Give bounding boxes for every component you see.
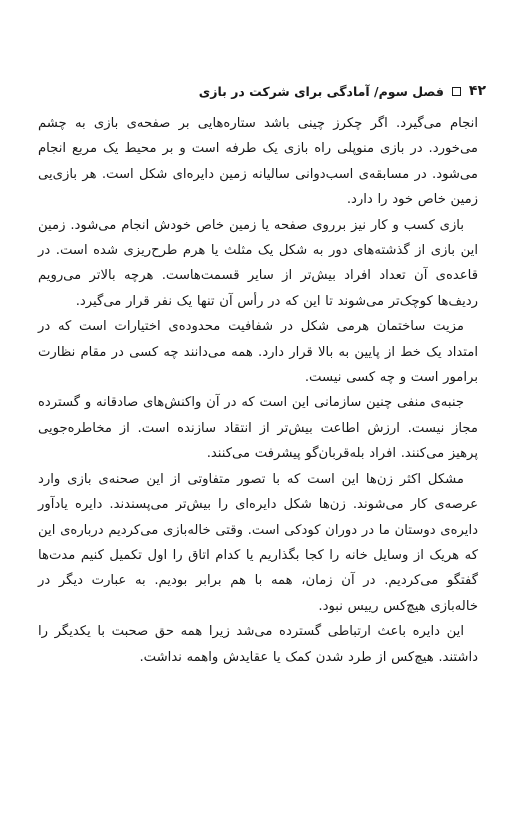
paragraph: مشکل اکثر زن‌ها این است که با تصور متفاوتی از این صحنه‌ی بازی وارد عرصه‌ی کار می‌شوند. زن‌ها شکل دایره‌ای را بیش‌تر می‌پسندند. دایره یادآور دایره‌ی دوستان ما در دوران کودکی است. وقتی خاله‌بازی می‌کردیم درباره‌ی این که هریک از وسایل خانه را کجا بگذاریم یا کدام اتاق را اول تکمیل کنیم مدت‌ها گفتگو می‌کردیم. در آن زمان، همه با هم برابر بودیم. به عبارت دیگر در خاله‌بازی هیچ‌کس رییس نبود. <box>38 471 478 614</box>
paragraph: انجام می‌گیرد. اگر چکرز چینی باشد ستاره‌هایی بر صفحه‌ی بازی به چشم می‌خورد. در بازی منوپلی راه بازی یک طرفه است و بر محیط یک مربع انجام می‌شود. در مسابقه‌ی اسب‌دوانی سالیانه زمین دایره‌ای شکل است. هر بازی‌یی زمین خاص خود را دارد. <box>38 116 478 208</box>
body-text <box>38 111 478 670</box>
paragraph: جنبه‌ی منفی چنین سازمانی این است که در آن واکنش‌های صادقانه و گسترده مجاز نیست. ارزش اطاعت بیش‌تر از انتقاد سازنده است. از مخاطره‌جویی پرهیز می‌کنند. افراد بله‌قربان‌گو پیشرفت می‌کنند. <box>38 395 478 462</box>
chapter-title: فصل سوم/ آمادگی برای شرکت در بازی <box>198 83 444 99</box>
page-number: ۴۲ <box>468 83 486 99</box>
paragraph: مزیت ساختمان هرمی شکل در شفافیت محدوده‌ی اختیارات است که در امتداد یک خط از پایین به بالا قرار دارد. همه می‌دانند چه کسی در مقام نظارت برامور است و چه کسی نیست. <box>38 319 478 386</box>
running-head <box>40 81 486 101</box>
paragraph: بازی کسب و کار نیز برروی صفحه یا زمین خاص خودش انجام می‌شود. زمین این بازی از گذشته‌های دور به شکل یک مثلث یا هرم طرح‌ریزی شده است. در قاعده‌ی آن تعداد افراد بیش‌تر از سایر قسمت‌هاست. هرچه بالاتر می‌رویم ردیف‌ها کوچک‌تر می‌شوند تا این که در رأس آن تنها یک نفر قرار می‌گیرد. <box>38 217 478 309</box>
paragraph: این دایره باعث ارتباطی گسترده می‌شد زیرا همه حق صحبت با یکدیگر را داشتند. هیچ‌کس از طرد شدن کمک یا عقایدش واهمه نداشت. <box>38 624 478 665</box>
square-icon <box>452 87 461 96</box>
